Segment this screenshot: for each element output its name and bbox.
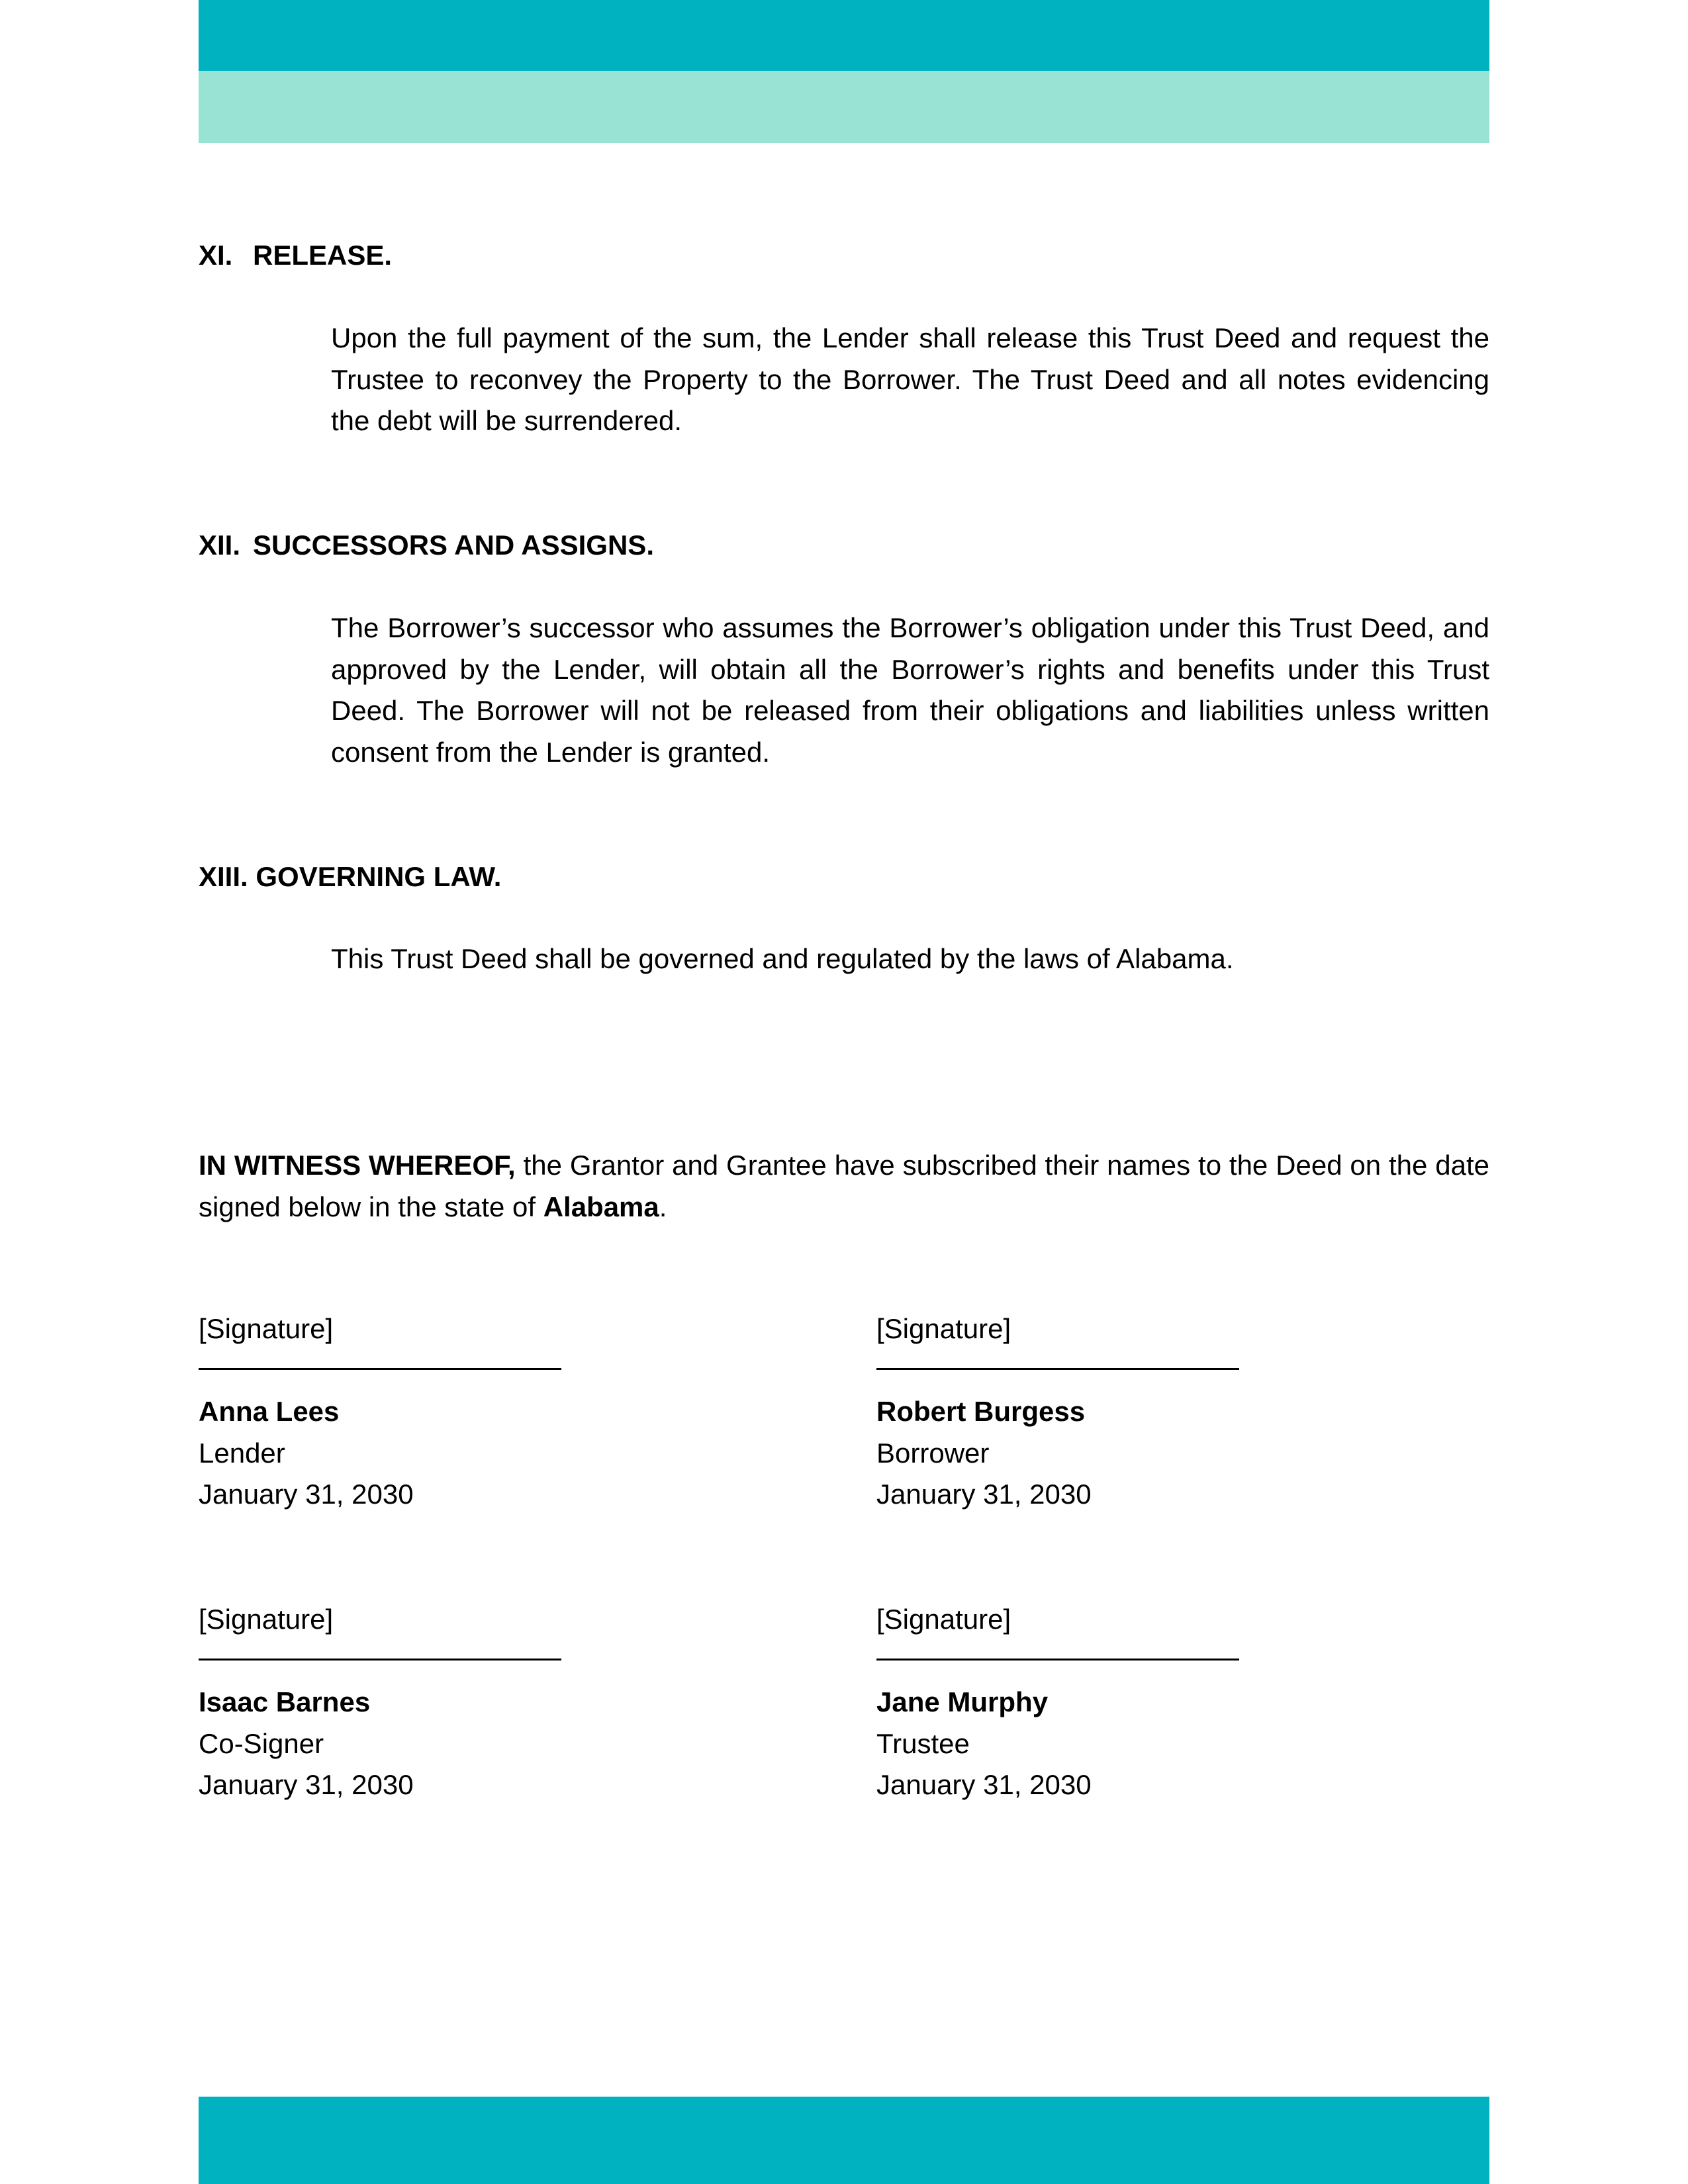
signatory-name: Isaac Barnes <box>199 1686 371 1717</box>
section-heading-release <box>199 235 392 276</box>
signature-placeholder: [Signature] <box>199 1604 334 1635</box>
section-body-governing-law: This Trust Deed shall be governed and regulated by the laws of Alabama. <box>331 943 1234 974</box>
signature-placeholder: [Signature] <box>876 1313 1011 1344</box>
signatory-role: Lender <box>199 1437 285 1469</box>
signature-line <box>199 1659 561 1661</box>
signature-block-lender <box>199 1308 569 1516</box>
section-heading-successors <box>199 525 654 566</box>
signatory-role: Trustee <box>876 1727 970 1759</box>
section-title: SUCCESSORS AND ASSIGNS. <box>253 529 654 561</box>
signatory-role: Borrower <box>876 1437 990 1469</box>
signatory-name: Robert Burgess <box>876 1396 1086 1427</box>
signatory-name: Anna Lees <box>199 1396 340 1427</box>
signature-block-co-signer <box>199 1599 569 1806</box>
section-heading-governing-law <box>199 856 501 897</box>
signature-line <box>876 1659 1239 1661</box>
witness-lead: IN WITNESS WHEREOF, <box>199 1150 516 1181</box>
signature-date: January 31, 2030 <box>876 1479 1092 1510</box>
signature-date: January 31, 2030 <box>876 1769 1092 1800</box>
signature-line <box>876 1368 1239 1370</box>
witness-clause <box>199 1145 1489 1228</box>
section-title: RELEASE. <box>253 240 393 271</box>
section-number: XIII. <box>199 861 248 892</box>
signature-placeholder: [Signature] <box>199 1313 334 1344</box>
signature-date: January 31, 2030 <box>199 1769 414 1800</box>
header-band-dark <box>199 0 1489 71</box>
section-number: XII. <box>199 529 241 561</box>
signatory-role: Co-Signer <box>199 1727 324 1759</box>
witness-end: . <box>659 1191 667 1222</box>
section-body-release: Upon the full payment of the sum, the Lender shall release this Trust Deed and request the Trustee to reconvey the Property to the Borrower. The Trust Deed and all notes evidencing the debt will be surrendered. <box>331 322 1489 436</box>
signature-line <box>199 1368 561 1370</box>
signature-block-borrower <box>876 1308 1247 1516</box>
signature-placeholder: [Signature] <box>876 1604 1011 1635</box>
footer-band <box>199 2097 1489 2184</box>
signature-date: January 31, 2030 <box>199 1479 414 1510</box>
section-body-successors: The Borrower’s successor who assumes the Borrower’s obligation under this Trust Deed, and approved by the Lender, will obtain all the Borrower’s rights and benefits under this Trust Deed. The Borrower will not be released from their obligations and liabilities unless written consent from the Lender is granted. <box>331 612 1489 768</box>
signatory-name: Jane Murphy <box>876 1686 1049 1717</box>
witness-text: the Grantor and Grantee have subscribed their names to the Deed on the date signed below in the state of <box>199 1150 1489 1222</box>
section-title: GOVERNING LAW. <box>256 861 502 892</box>
witness-state: Alabama <box>543 1191 659 1222</box>
section-number: XI. <box>199 240 233 271</box>
header-band-light <box>199 71 1489 143</box>
signature-block-trustee <box>876 1599 1247 1806</box>
